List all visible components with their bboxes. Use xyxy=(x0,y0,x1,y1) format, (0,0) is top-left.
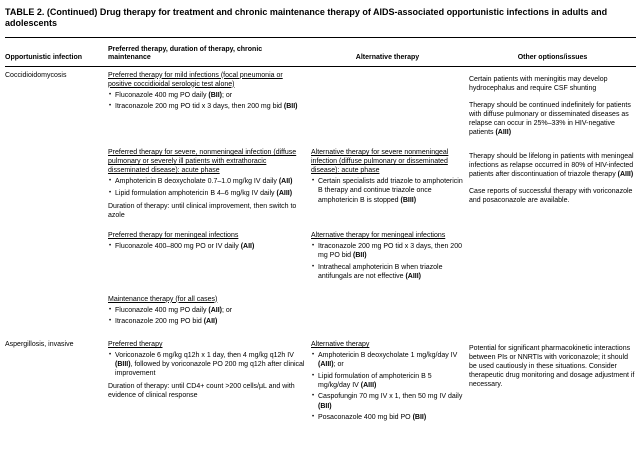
infection-name-cell xyxy=(5,340,103,425)
therapy-section-heading: Alternative therapy for severe nonmeningeal infection (diffuse pulmonary or disseminated disease): acute phase xyxy=(311,149,449,175)
bullet-icon: • xyxy=(109,243,112,250)
table-row-band xyxy=(5,231,636,283)
bullet-text: Fluconazole 400–800 mg PO or IV daily (AII) xyxy=(115,243,255,251)
evidence-rating: (BII) xyxy=(208,91,222,99)
table-row-band xyxy=(5,295,636,329)
therapy-bullet-item xyxy=(312,242,464,260)
note-paragraph: Duration of therapy: until clinical improvement, then switch to azole xyxy=(108,203,297,220)
bullet-text: Fluconazole 400 mg PO daily (AII); or xyxy=(115,306,233,314)
evidence-rating: (AIII) xyxy=(360,381,377,389)
bullet-text: Lipid formulation of amphotericin B 5 mg/kg/day IV (AIII) xyxy=(318,372,432,389)
other-options-cell xyxy=(469,231,636,283)
note-paragraph: Case reports of successful therapy with voriconazole and posaconazole are available. xyxy=(469,188,633,205)
alternative-therapy-cell xyxy=(311,148,464,220)
preferred-therapy-cell xyxy=(108,71,306,138)
bullet-icon: • xyxy=(109,91,112,98)
therapy-bullet-item xyxy=(312,263,464,281)
infection-name-cell xyxy=(5,148,103,220)
infection-name-cell xyxy=(5,71,103,138)
evidence-rating: (BII) xyxy=(283,103,298,111)
bullet-icon: • xyxy=(312,414,315,421)
preferred-therapy-cell xyxy=(108,148,306,220)
evidence-rating: (AII) xyxy=(203,318,218,326)
table-row-band xyxy=(5,340,636,425)
bullet-text: Amphotericin B deoxycholate 1 mg/kg/day IV (AIII); or xyxy=(318,352,458,369)
other-options-cell xyxy=(469,71,636,138)
table-row-band xyxy=(5,148,636,220)
bullet-text: Caspofungin 70 mg IV x 1, then 50 mg IV daily (BII) xyxy=(318,393,463,410)
bullet-icon: • xyxy=(109,103,112,110)
therapy-bullet-item xyxy=(312,413,464,422)
infection-name-cell xyxy=(5,295,103,329)
infection-name: Coccidioidomycosis xyxy=(5,71,67,79)
bullet-icon: • xyxy=(312,352,315,359)
evidence-rating: (AII) xyxy=(240,243,255,251)
bullet-text: Itraconazole 200 mg PO tid x 3 days, then 200 mg bid (BII) xyxy=(115,103,298,111)
therapy-bullet-item xyxy=(109,102,306,111)
therapy-bullet-item xyxy=(312,351,464,369)
bullet-icon: • xyxy=(109,189,112,196)
therapy-bullet-item xyxy=(109,189,306,198)
therapy-bullet-item xyxy=(109,242,306,251)
bullet-text: Voriconazole 6 mg/kg q12h x 1 day, then 4 mg/kg q12h IV (BIII), followed by voriconazole PO 200 mg q12h after clinical improvement xyxy=(115,352,305,378)
evidence-rating: (BII) xyxy=(412,414,427,422)
column-header-other-options: Other options/issues xyxy=(517,54,588,62)
bullet-text: Itraconazole 200 mg PO tid x 3 days, then 200 mg PO bid (BII) xyxy=(318,243,462,260)
therapy-section-heading: Alternative therapy for meningeal infections xyxy=(311,232,446,240)
evidence-rating: (AIII) xyxy=(276,189,293,197)
alternative-therapy-cell xyxy=(311,340,464,425)
infection-name: Aspergillosis, invasive xyxy=(5,340,74,348)
evidence-rating: (BIII) xyxy=(400,196,417,204)
other-options-cell xyxy=(469,340,636,425)
therapy-section-heading: Preferred therapy for mild infections (focal pneumonia or positive coccidioidal serologic test alone) xyxy=(108,71,283,88)
alternative-therapy-cell xyxy=(311,231,464,283)
evidence-rating: (AIII) xyxy=(617,171,634,179)
alternative-therapy-cell xyxy=(311,71,464,138)
therapy-section-heading: Preferred therapy for meningeal infections xyxy=(108,232,239,240)
evidence-rating: (BIII) xyxy=(115,361,131,369)
other-options-cell xyxy=(469,148,636,220)
preferred-therapy-cell xyxy=(108,340,306,425)
therapy-bullet-item xyxy=(312,372,464,390)
therapy-bullet-item xyxy=(312,392,464,410)
note-paragraph: Therapy should be lifelong in patients with meningeal infections as relapse occurred in 80% of HIV-infected patients after discontinuation of triazole therapy (AIII) xyxy=(469,153,634,179)
evidence-rating: (AIII) xyxy=(495,128,512,136)
evidence-rating: (AII) xyxy=(208,306,222,314)
therapy-bullet-item xyxy=(109,317,306,326)
bullet-text: Amphotericin B deoxycholate 0.7–1.0 mg/kg IV daily (AII) xyxy=(115,178,293,186)
table-title: TABLE 2. (Continued) Drug therapy for treatment and chronic maintenance therapy of AIDS-associated opportunistic infections in adults and adolescents xyxy=(5,7,608,29)
bullet-icon: • xyxy=(109,178,112,185)
therapy-bullet-item xyxy=(109,177,306,186)
preferred-therapy-cell xyxy=(108,295,306,329)
bullet-text: Itraconazole 200 mg PO bid (AII) xyxy=(115,318,218,326)
note-paragraph: Therapy should be continued indefinitely for patients with diffuse pulmonary or disseminated diseases as relapse can occur in 25%–33% in HIV-negative patients (AIII) xyxy=(469,101,631,136)
alternative-therapy-cell xyxy=(311,295,464,329)
bullet-text: Intrathecal amphotericin B when triazole antifungals are not effective (AIII) xyxy=(318,264,443,281)
note-paragraph: Potential for significant pharmacokinetic interactions between PIs or NNRTIs with voriconazole; it should be used cautiously in these situations. Consider therapeutic drug monitoring and dosage adjustment if necessary. xyxy=(469,344,635,389)
column-header-preferred-therapy: Preferred therapy, duration of therapy, chronic maintenance xyxy=(108,45,263,62)
column-header-alternative-therapy: Alternative therapy xyxy=(355,54,420,62)
therapy-section-heading: Alternative therapy xyxy=(311,340,370,348)
bullet-icon: • xyxy=(109,352,112,359)
table-body xyxy=(5,71,636,425)
bullet-icon: • xyxy=(312,393,315,400)
bullet-icon: • xyxy=(109,306,112,313)
bullet-text: Fluconazole 400 mg PO daily (BII); or xyxy=(115,91,233,99)
infection-name-cell xyxy=(5,231,103,283)
bullet-icon: • xyxy=(312,372,315,379)
evidence-rating: (AIII) xyxy=(405,273,421,281)
evidence-rating: (AII) xyxy=(278,178,293,186)
therapy-section-heading: Preferred therapy for severe, nonmeningeal infection (diffuse pulmonary or severely ill patients with extrathoracic disseminated disease): acute phase xyxy=(108,149,297,175)
evidence-rating: (AIII) xyxy=(318,361,334,369)
column-header-opportunistic-infection: Opportunistic infection xyxy=(5,54,82,62)
therapy-section-heading: Preferred therapy xyxy=(108,340,163,348)
table-header-row xyxy=(5,37,636,67)
bullet-text: Lipid formulation amphotericin B 4–6 mg/kg IV daily (AIII) xyxy=(115,189,293,197)
note-paragraph: Duration of therapy: until CD4+ count >200 cells/μL and with evidence of clinical response xyxy=(108,383,295,400)
evidence-rating: (BII) xyxy=(353,252,367,260)
bullet-icon: • xyxy=(109,318,112,325)
table-row-band xyxy=(5,71,636,138)
evidence-rating: (BII) xyxy=(318,402,332,410)
bullet-text: Posaconazole 400 mg bid PO (BII) xyxy=(318,414,427,422)
bullet-icon: • xyxy=(312,243,315,250)
other-options-cell xyxy=(469,295,636,329)
bullet-text: Certain specialists add triazole to amphotericin B therapy and continue triazole once amphotericin B is stopped (BIII) xyxy=(318,178,463,204)
therapy-bullet-item xyxy=(109,306,306,315)
therapy-section-heading: Maintenance therapy (for all cases) xyxy=(108,295,218,303)
preferred-therapy-cell xyxy=(108,231,306,283)
note-paragraph: Certain patients with meningitis may develop hydrocephalus and require CSF shunting xyxy=(469,75,608,92)
bullet-icon: • xyxy=(312,264,315,270)
therapy-bullet-item xyxy=(109,351,306,378)
therapy-bullet-item xyxy=(109,91,306,100)
therapy-bullet-item xyxy=(312,177,464,204)
bullet-icon: • xyxy=(312,178,315,185)
